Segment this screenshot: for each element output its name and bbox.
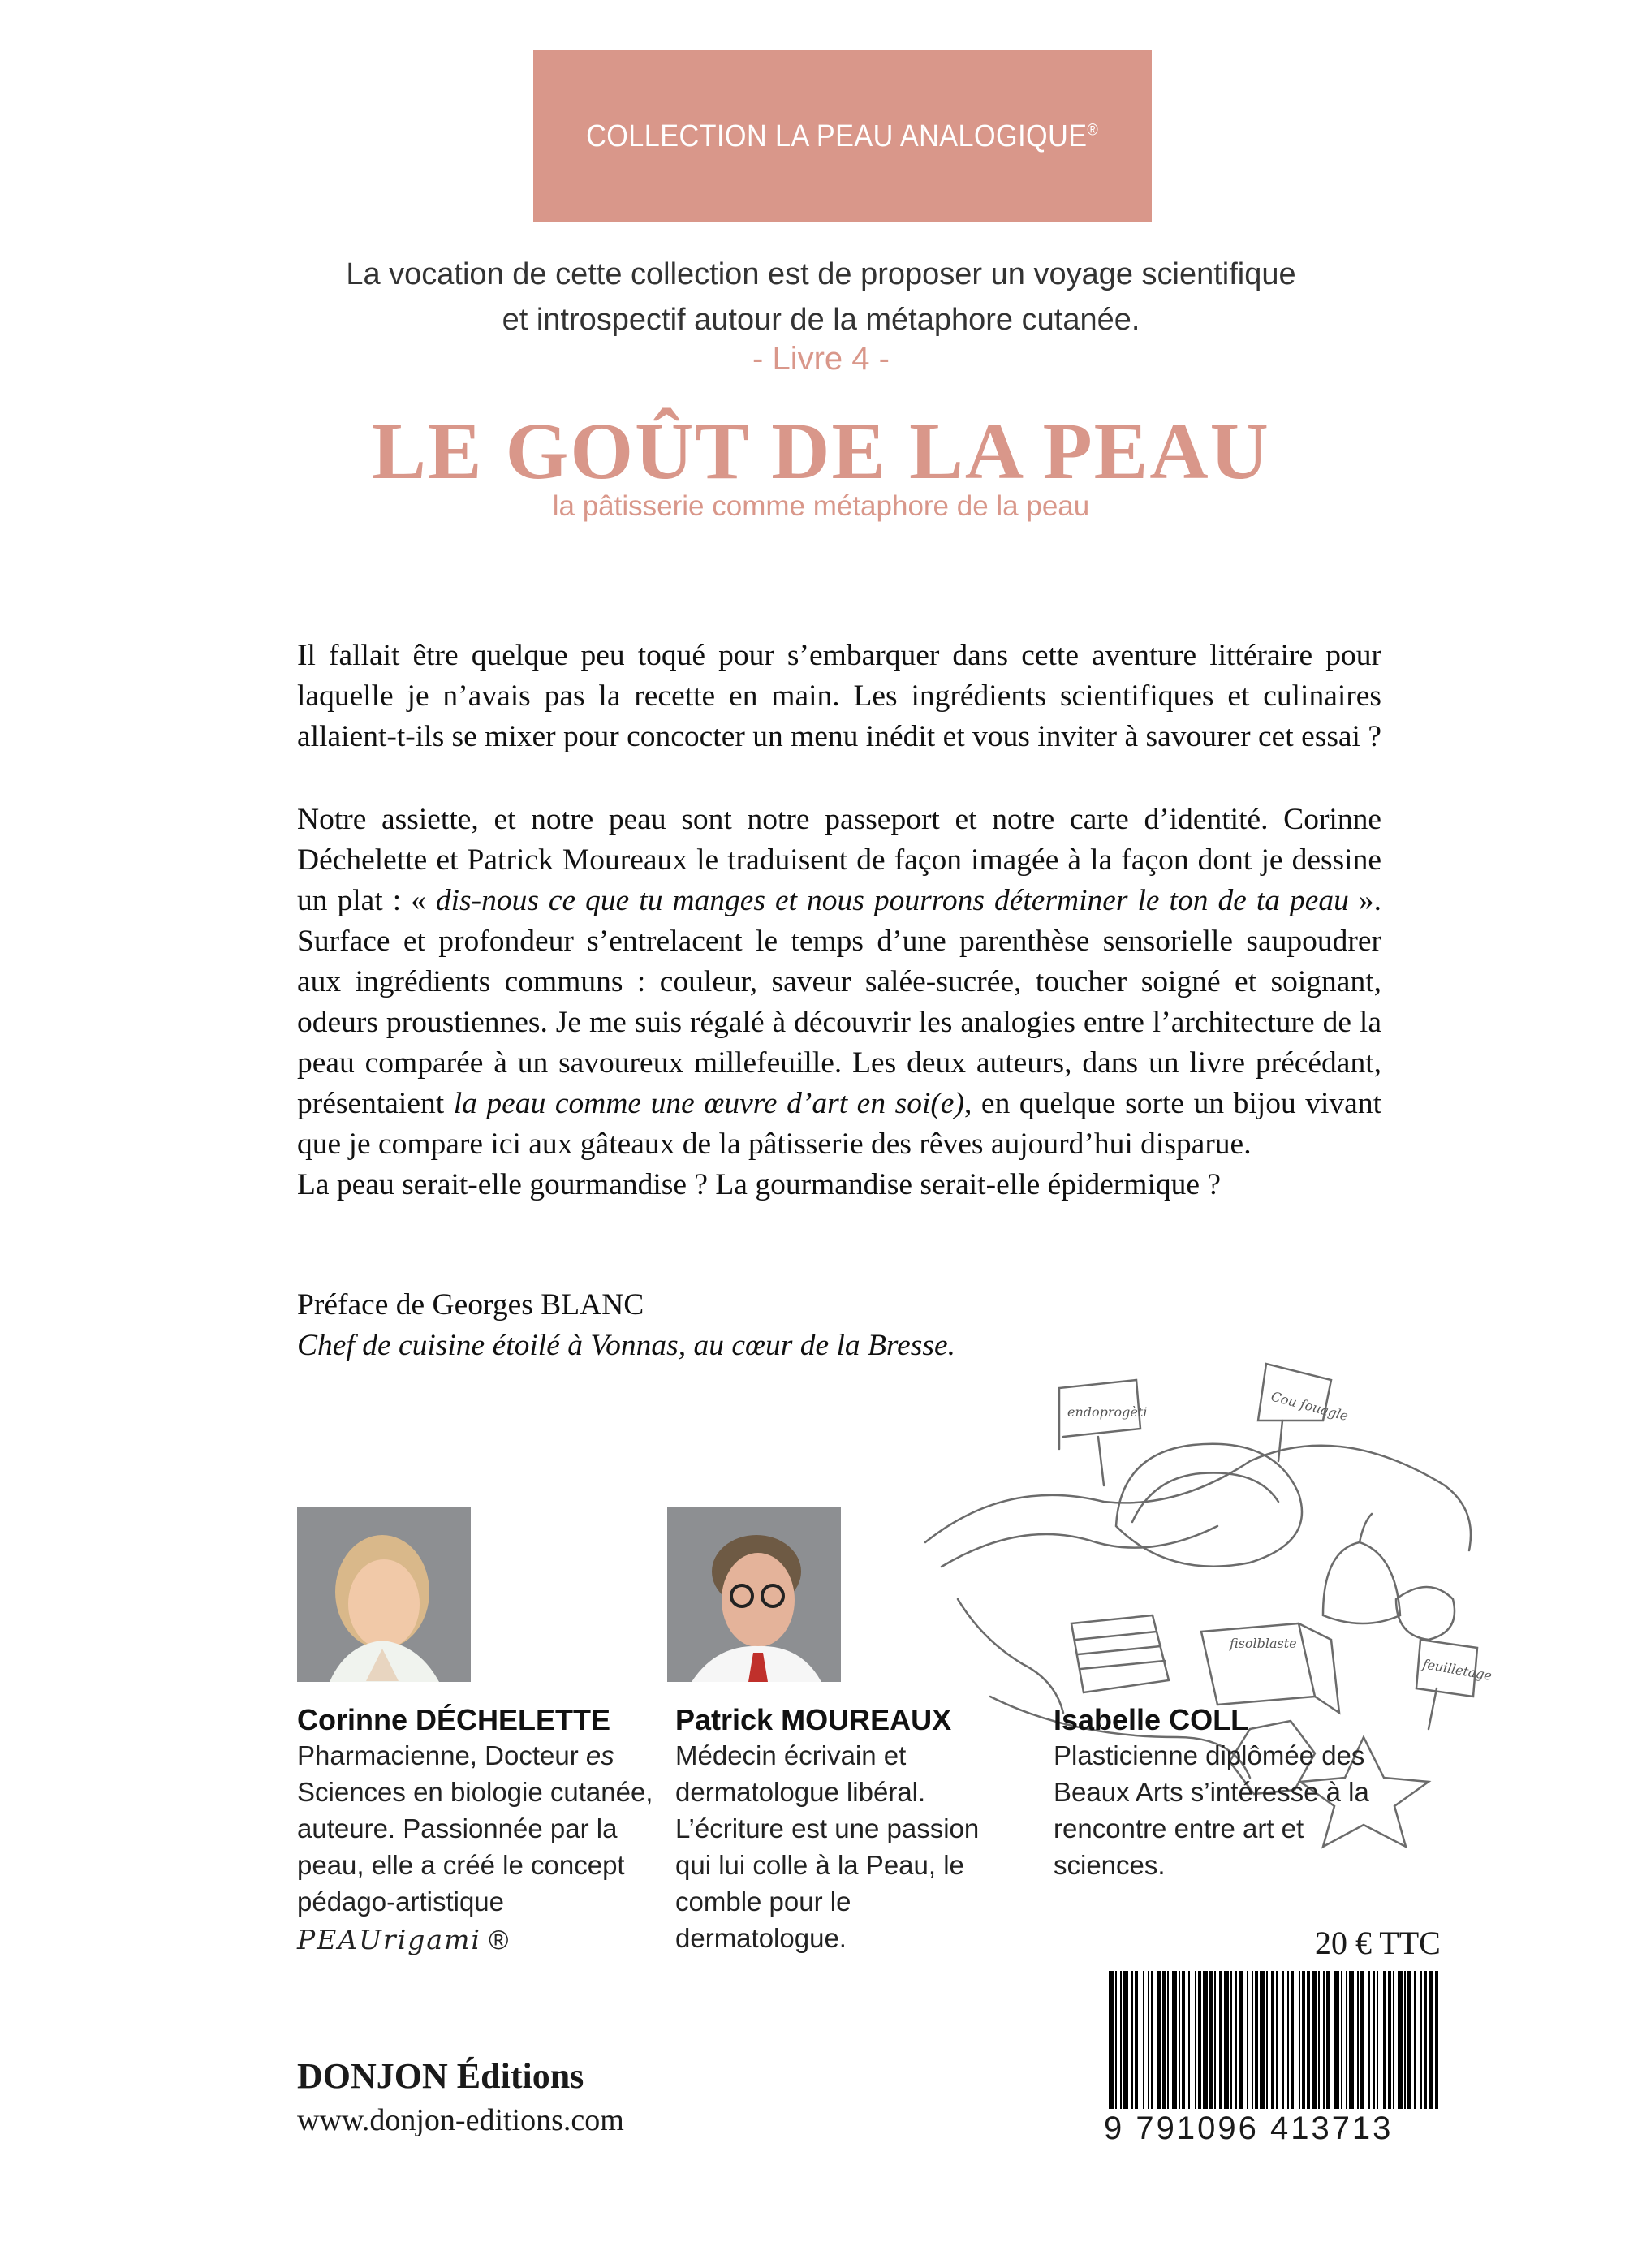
barcode-bar: [1235, 1971, 1237, 2109]
barcode-bar: [1357, 1971, 1359, 2109]
collection-intro: [243, 252, 1399, 343]
author-name: Isabelle COLL: [1054, 1703, 1249, 1736]
barcode-bar: [1209, 1971, 1213, 2109]
price: 20 € TTC: [1315, 1925, 1441, 1961]
collection-banner: [533, 50, 1152, 222]
barcode-bar: [1323, 1971, 1325, 2109]
collection-title: COLLECTION LA PEAU ANALOGIQUE®: [586, 119, 1099, 153]
sketch-label-4: fisolblaste: [1230, 1636, 1297, 1651]
sketch-label-2: Cou fouagle: [1269, 1388, 1351, 1425]
barcode-bar: [1302, 1971, 1305, 2109]
barcode-bar: [1195, 1971, 1196, 2109]
intro-line-2: et introspectif autour de la métaphore cutanée.: [502, 303, 1140, 337]
barcode-bar: [1252, 1971, 1253, 2109]
barcode-bar: [1334, 1971, 1339, 2109]
barcode-bar: [1307, 1971, 1310, 2109]
barcode-bar: [1312, 1971, 1317, 2109]
isbn-number: 9 791096 413713: [1104, 2111, 1394, 2146]
barcode-bar: [1123, 1971, 1128, 2109]
intro-line-1: La vocation de cette collection est de proposer un voyage scientifique: [346, 257, 1296, 291]
isbn-barcode: [1104, 1971, 1445, 2117]
barcode-bar: [1188, 1971, 1190, 2109]
barcode-bar: [1247, 1971, 1248, 2109]
barcode-bar: [1271, 1971, 1274, 2109]
author-isabelle: [1054, 1703, 1386, 1883]
barcode-bar: [1230, 1971, 1232, 2109]
barcode-bar: [1383, 1971, 1386, 2109]
barcode-bar: [1287, 1971, 1289, 2109]
author-patrick: [675, 1703, 1008, 1956]
barcode-bar: [1198, 1971, 1201, 2109]
barcode-bar: [1172, 1971, 1177, 2109]
barcode-bar: [1162, 1971, 1166, 2109]
barcode-bar: [1167, 1971, 1169, 2109]
barcode-bar: [1135, 1971, 1138, 2109]
barcode-bar: [1266, 1971, 1268, 2109]
blurb-paragraph-2: Notre assiette, et notre peau sont notre passeport et notre carte d’identité. Corinne Déchelette et Patrick Moureaux le traduisent de façon imagée à la façon dont je dessine un plat : « dis-nous ce que tu manges et nous pourrons déterminer le ton de ta peau ». Surface et profondeur s’entrelacent le temps d’une parenthèse sensorielle saupoudrer aux ingrédients communs : couleur, saveur salée-sucrée, toucher soigné et soignant, odeurs proustiennes. Je me suis régalé à découvrir les analogies entre l’architecture de la peau comparée à un savoureux millefeuille. Les deux auteurs, dans un livre précédant, présentaient la peau comme une œuvre d’art en soi(e), en quelque sorte un bijou vivant que je compare ici aux gâteaux de la pâtisserie des rêves aujourd’hui disparue. La peau serait-elle gourmandise ? La gourmandise serait-elle épidermique ?: [297, 800, 1381, 1205]
barcode-bar: [1157, 1971, 1161, 2109]
preface-credit: [297, 1285, 1381, 1366]
book-title: LE GOÛT DE LA PEAU: [372, 406, 1270, 496]
avatar: [297, 1507, 471, 1682]
barcode-bar: [1424, 1971, 1427, 2109]
barcode-bar: [1260, 1971, 1265, 2109]
barcode-bar: [1318, 1971, 1320, 2109]
barcode-bar: [1341, 1971, 1342, 2109]
barcode-bar: [1377, 1971, 1378, 2109]
barcode-bar: [1109, 1971, 1114, 2109]
barcode-bar: [1151, 1971, 1153, 2109]
barcode-bar: [1326, 1971, 1330, 2109]
barcode-bar: [1182, 1971, 1185, 2109]
avatar: [667, 1507, 841, 1682]
barcode-bar: [1407, 1971, 1411, 2109]
barcode-bar: [1224, 1971, 1229, 2109]
barcode-bar: [1282, 1971, 1284, 2109]
author-name: Corinne DÉCHELETTE: [297, 1703, 611, 1736]
sketch-label-1: endoprogèti: [1067, 1404, 1148, 1420]
book-subtitle: la pâtisserie comme métaphore de la peau: [552, 490, 1090, 522]
barcode-bar: [1115, 1971, 1117, 2109]
barcode-bar: [1346, 1971, 1347, 2109]
barcode-bar: [1368, 1971, 1370, 2109]
sketch-label-3: feuilletage: [1421, 1656, 1493, 1684]
barcode-bar: [1420, 1971, 1422, 2109]
barcode-bar: [1203, 1971, 1208, 2109]
barcode-bar: [1131, 1971, 1133, 2109]
barcode-bar: [1214, 1971, 1216, 2109]
barcode-bar: [1414, 1971, 1416, 2109]
author-corinne: [297, 1703, 654, 1958]
barcode-bar: [1276, 1971, 1278, 2109]
barcode-bar: [1179, 1971, 1180, 2109]
barcode-bar: [1291, 1971, 1294, 2109]
barcode-bar: [1255, 1971, 1258, 2109]
barcode-bar: [1398, 1971, 1403, 2109]
publisher-name: DONJON Éditions: [297, 2056, 584, 2096]
barcode-bar: [1393, 1971, 1394, 2109]
barcode-bar: [1148, 1971, 1149, 2109]
author-photo-patrick: [667, 1507, 841, 1682]
barcode-bar: [1349, 1971, 1354, 2109]
publisher-website: www.donjon-editions.com: [297, 2103, 624, 2137]
author-photo-corinne: [297, 1507, 471, 1682]
barcode-bar: [1299, 1971, 1300, 2109]
author-description: Pharmacienne, Docteur es Sciences en biologie cutanée, auteure. Passionnée par la peau, elle a créé le concept pédago-artistique: [297, 1740, 653, 1917]
barcode-bar: [1435, 1971, 1438, 2109]
book-number: - Livre 4 -: [752, 341, 890, 377]
barcode-bar: [1360, 1971, 1364, 2109]
barcode-bar: [1429, 1971, 1433, 2109]
barcode-bar: [1404, 1971, 1406, 2109]
preface-author-role: Chef de cuisine étoilé à Vonnas, au cœur de la Bresse.: [297, 1329, 955, 1362]
barcode-bar: [1388, 1971, 1391, 2109]
barcode-bar: [1239, 1971, 1243, 2109]
blurb-paragraph-1: Il fallait être quelque peu toqué pour s’embarquer dans cette aventure littéraire pour laquelle je n’avais pas la recette en main. Les ingrédients scientifiques et culinaires allaient-t-ils se mixer pour concocter un menu inédit et vous inviter à savourer cet essai ?: [297, 639, 1381, 753]
author-name: Patrick MOUREAUX: [675, 1703, 952, 1736]
barcode-bar: [1143, 1971, 1144, 2109]
barcode-bar: [1120, 1971, 1122, 2109]
peaurigami-brand: PEAUrigami ®: [297, 1924, 509, 1955]
author-description: Médecin écrivain et dermatologue libéral. L’écriture est une passion qui lui colle à la Peau, le comble pour le dermatologue.: [675, 1740, 980, 1953]
author-description: Plasticienne diplômée des Beaux Arts s’intéresse à la rencontre entre art et sciences.: [1054, 1740, 1369, 1880]
barcode-bar: [1373, 1971, 1375, 2109]
blurb-closing-line: La peau serait-elle gourmandise ? La gourmandise serait-elle épidermique ?: [297, 1168, 1222, 1201]
preface-author: Préface de Georges BLANC: [297, 1288, 644, 1322]
barcode-bar: [1219, 1971, 1222, 2109]
